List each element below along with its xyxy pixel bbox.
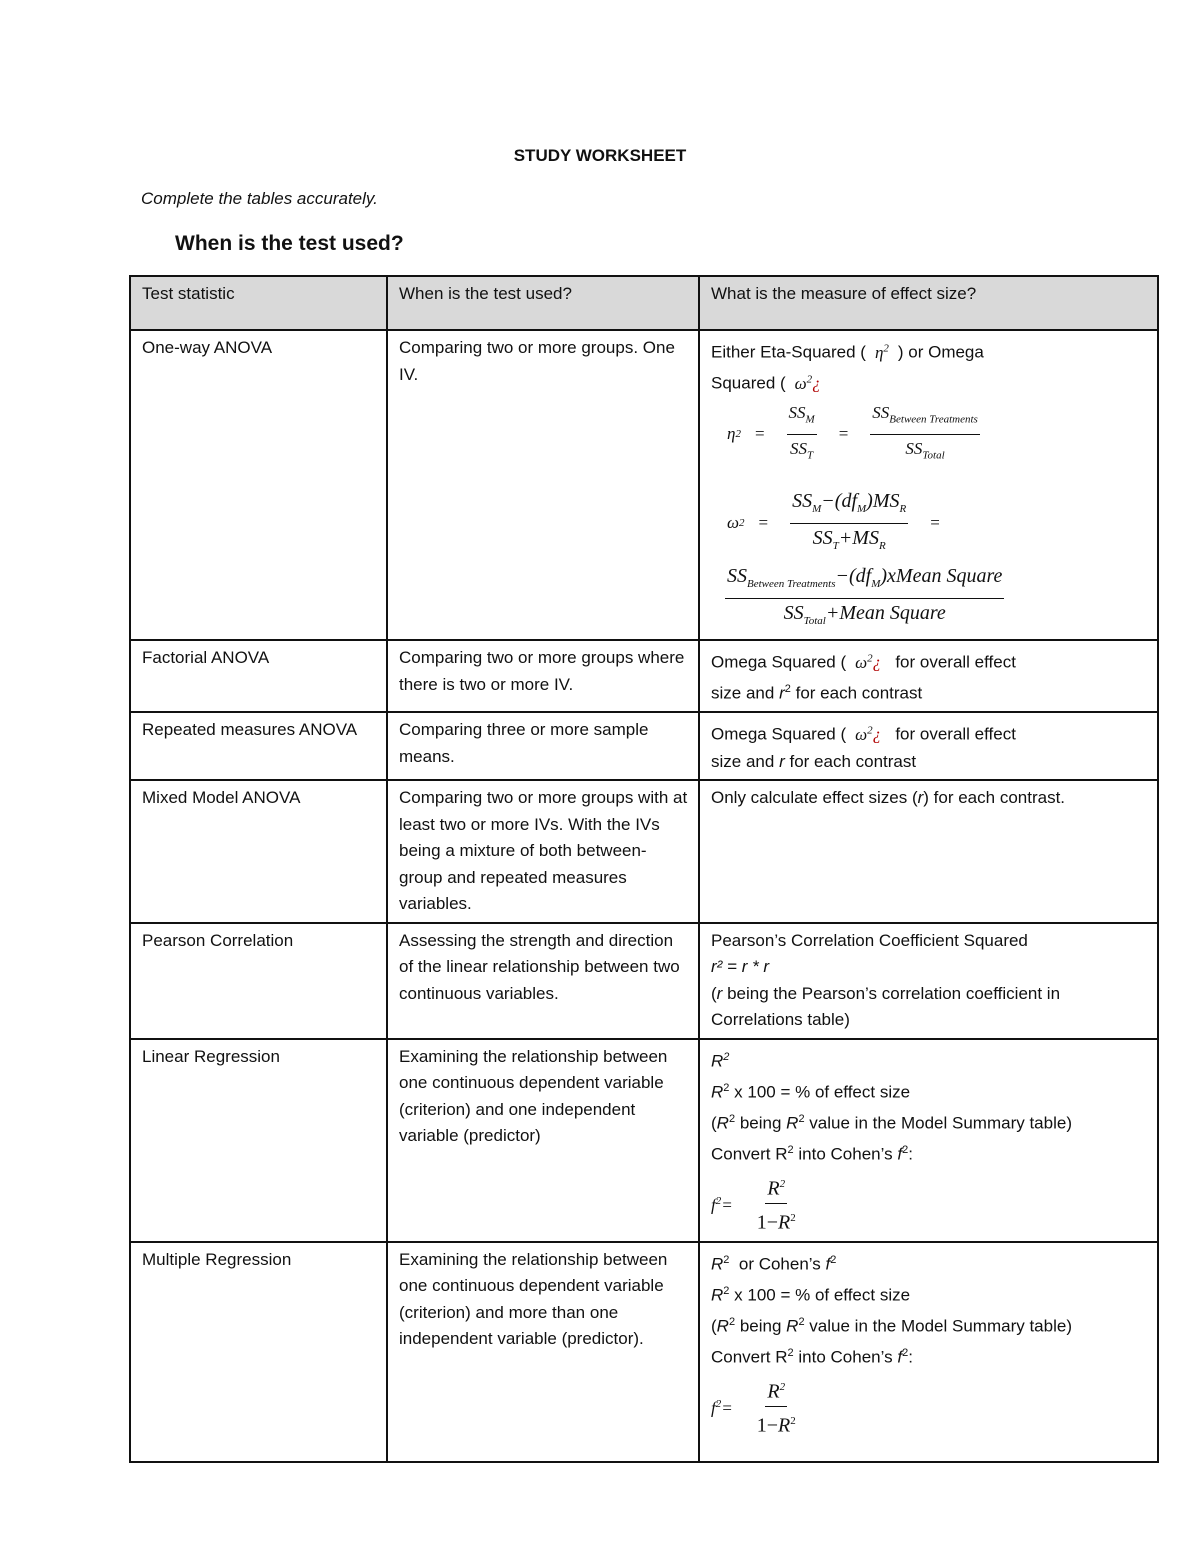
eta-squared-formula: η 2 = $\frac{SS_M}{SS_T}$ = $\frac{SS_{Between Treatments}}{SS_{Total}}$	[727, 399, 1147, 469]
used-cell: Examining the relationship between one continuous dependent variable (criterion) and one independent variable (predictor)	[387, 1039, 699, 1242]
test-cell: Linear Regression	[130, 1039, 387, 1242]
table-row	[130, 1039, 1158, 1242]
table-row	[130, 712, 1158, 780]
used-cell: Comparing three or more sample means.	[387, 712, 699, 780]
instruction-text: Complete the tables accurately.	[141, 189, 378, 208]
effect-cell: Only calculate effect sizes (r) for each contrast.	[699, 780, 1158, 923]
table-row	[130, 780, 1158, 923]
column-header: What is the measure of effect size?	[699, 276, 1158, 330]
effect-cell: Either Eta-Squared ( $\eta^2$ ) or Omega Squared ( $\omega^2¿$ η 2 = $\frac{SS_M}{SS_T}$ = $\frac{SS_{Between Treatments}}{SS_{Total}}$ ω 2 = $\frac{SS_M-(df_M)MS_R}{SS_T+MS_R}$ = $\frac{SS_{Between Treatments}-(df_M)xMean Square}{SS_{Total}+Mean Square}$	[699, 330, 1158, 640]
used-cell: Comparing two or more groups with at least two or more IVs. With the IVs being a mixture of both between-group and repeated measures variables.	[387, 780, 699, 923]
worksheet-table	[129, 275, 1159, 1463]
test-cell: One-way ANOVA	[130, 330, 387, 640]
test-cell: Repeated measures ANOVA	[130, 712, 387, 780]
test-cell: Factorial ANOVA	[130, 640, 387, 712]
table-row	[130, 330, 1158, 640]
used-cell: Examining the relationship between one continuous dependent variable (criterion) and more than one independent variable (predictor).	[387, 1242, 699, 1462]
column-header: Test statistic	[130, 276, 387, 330]
used-cell: Comparing two or more groups. One IV.	[387, 330, 699, 640]
cohens-f-formula: $f^2=$ $\frac{R^2}{1-R^2}$	[711, 1373, 1147, 1439]
section-heading: When is the test used?	[175, 232, 404, 255]
table-header-row	[130, 276, 1158, 330]
table-row	[130, 640, 1158, 712]
effect-cell: $R^2$ or Cohen’s $f^2$ $R^2$ x 100 = % of effect size ($R^2$ being $R^2$ value in the Model Summary table) Convert $R^2$ into Cohen’s $f^2$: $f^2=$ $\frac{R^2}{1-R^2}$	[699, 1242, 1158, 1462]
table-row	[130, 1242, 1158, 1462]
page-title: STUDY WORKSHEET	[513, 146, 687, 165]
test-cell: Multiple Regression	[130, 1242, 387, 1462]
test-cell: Mixed Model ANOVA	[130, 780, 387, 923]
effect-cell: Omega Squared ( $\omega^2¿$ for overall effect size and $r^2$ for each contrast	[699, 640, 1158, 712]
effect-cell: Omega Squared ( $\omega^2¿$ for overall effect size and r for each contrast	[699, 712, 1158, 780]
table-row	[130, 923, 1158, 1039]
effect-cell: $R^2$ $R^2$ x 100 = % of effect size ($R^2$ being $R^2$ value in the Model Summary table) Convert $R^2$ into Cohen’s $f^2$: $f^2=$ $\frac{R^2}{1-R^2}$	[699, 1039, 1158, 1242]
used-cell: Comparing two or more groups where there is two or more IV.	[387, 640, 699, 712]
effect-cell: Pearson’s Correlation Coefficient Squared r² = r * r (r being the Pearson’s correlation coefficient in Correlations table)	[699, 923, 1158, 1039]
cohens-f-formula: $f^2=$ $\frac{R^2}{1-R^2}$	[711, 1170, 1147, 1236]
column-header: When is the test used?	[387, 276, 699, 330]
omega-squared-formula: ω 2 = $\frac{SS_M-(df_M)MS_R}{SS_T+MS_R}$ =	[727, 487, 1147, 560]
test-cell: Pearson Correlation	[130, 923, 387, 1039]
used-cell: Assessing the strength and direction of the linear relationship between two continuous variables.	[387, 923, 699, 1039]
